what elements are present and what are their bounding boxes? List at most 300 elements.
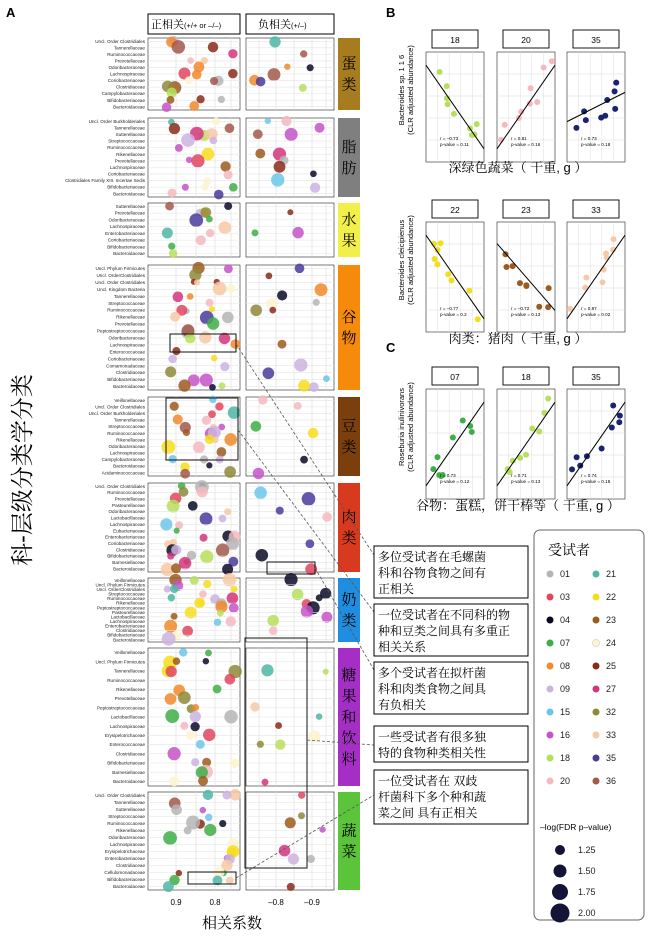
scatter-x-label: 深绿色蔬菜（ 干重, g ）	[448, 160, 588, 175]
legend-label: 20	[560, 776, 571, 786]
sample-point	[437, 69, 443, 75]
group-panel-pos	[148, 792, 240, 890]
sample-point	[451, 111, 457, 117]
family-label: Ruminococcaceae	[107, 596, 145, 602]
family-label: Rikenellaceae	[116, 687, 145, 692]
sample-point	[534, 99, 540, 105]
sample-point	[611, 236, 617, 242]
correlation-dot	[218, 96, 225, 103]
correlation-dot	[254, 486, 267, 499]
legend-label: 23	[606, 615, 617, 625]
correlation-dot	[267, 615, 279, 627]
food-group-1	[65, 116, 360, 199]
correlation-dot	[294, 402, 302, 410]
family-label: Clostridiaceae	[115, 751, 145, 757]
facet-label: 20	[521, 35, 531, 45]
food-group-tab	[338, 265, 360, 390]
facet-label: 35	[591, 372, 601, 382]
food-group-label: 肉类	[341, 509, 357, 547]
correlation-dot	[166, 666, 177, 677]
legend-label: 01	[560, 569, 571, 579]
family-label: Prevotellaceae	[114, 58, 145, 64]
correlation-dot	[295, 263, 305, 273]
correlation-dot	[169, 249, 177, 257]
food-group-tab	[338, 578, 360, 642]
correlation-dot	[217, 447, 227, 457]
food-group-3	[95, 262, 360, 392]
correlation-dot	[205, 435, 215, 445]
correlation-dot	[224, 674, 235, 685]
correlation-dot	[196, 740, 205, 749]
correlation-dot	[287, 883, 295, 891]
correlation-dot	[184, 827, 192, 835]
correlation-dot	[183, 429, 190, 436]
stat-r: r = 0.73	[581, 136, 597, 141]
correlation-dot	[203, 729, 215, 741]
family-label: Enterococcaceae	[109, 742, 145, 748]
family-label: Bacteroidaceae	[113, 637, 145, 643]
scatter-row-1	[397, 200, 625, 346]
scatter-x-label: 谷物：蛋糕，饼干棒等（ 干重, g ）	[416, 498, 620, 513]
correlation-dot	[194, 279, 200, 285]
sample-point	[599, 446, 605, 452]
legend-swatch	[593, 571, 600, 578]
facet-18	[497, 367, 555, 499]
correlation-dot	[162, 632, 176, 646]
legend-swatch	[547, 755, 554, 762]
family-label: Coriobacteriaceae	[107, 78, 145, 84]
family-label: Tannerellaceae	[113, 125, 145, 131]
x-tick-pos-2: 0.8	[209, 898, 221, 907]
family-label: Lactobacillaceae	[110, 714, 145, 720]
sample-point	[536, 428, 542, 434]
correlation-dot	[213, 685, 222, 694]
correlation-dot	[173, 657, 181, 665]
correlation-dot	[224, 264, 233, 273]
correlation-dot	[216, 544, 229, 557]
legend-label: 03	[560, 592, 571, 602]
family-label: Odoribacteraceae	[108, 335, 145, 341]
sample-point	[523, 452, 529, 458]
stat-p: p-value = 0.13	[511, 479, 541, 484]
family-label: Bifidobacteriaceae	[107, 244, 145, 250]
family-label: Enterobacteriaceae	[105, 230, 145, 236]
sample-point	[449, 277, 455, 283]
annotation-4	[374, 726, 528, 762]
family-label: Bacteroidaceae	[113, 884, 145, 890]
facet-33	[567, 200, 625, 332]
stat-p: p-value = 0.18	[581, 479, 611, 484]
family-label: Bacteroidaceae	[113, 251, 145, 257]
sample-point	[517, 280, 523, 286]
legend-size-label: 1.50	[578, 866, 596, 876]
family-label: Bifidobacteriaceae	[107, 877, 145, 883]
correlation-dot	[276, 507, 284, 515]
legend-box	[534, 530, 644, 920]
legend-label: 15	[560, 707, 571, 717]
correlation-dot	[265, 118, 271, 124]
correlation-dot	[198, 776, 208, 786]
legend-size-dot	[551, 904, 570, 923]
legend-swatch	[593, 686, 600, 693]
family-label: Tannerellaceae	[113, 668, 145, 674]
facet-07	[426, 367, 484, 499]
correlation-dot	[285, 128, 298, 141]
correlation-dot	[188, 501, 198, 511]
family-label: Campylobacteraceae	[101, 457, 145, 463]
legend-size-label: 1.25	[578, 845, 596, 855]
correlation-dot	[315, 283, 328, 296]
legend-size-dot	[555, 845, 565, 855]
food-group-label: 水果	[341, 211, 357, 250]
family-label: Clostridiaceae	[115, 628, 145, 634]
sample-point	[569, 466, 575, 472]
legend-label: 08	[560, 661, 571, 671]
stat-p: p-value = 0.12	[440, 479, 470, 484]
sample-point	[523, 282, 529, 288]
family-label: Uncl. Order Burkholderiales	[88, 411, 145, 417]
scatter-row-2	[397, 367, 625, 514]
correlation-dot	[205, 814, 212, 821]
sample-point	[504, 264, 510, 270]
family-label: Odoribacteraceae	[108, 217, 145, 223]
food-group-4	[89, 395, 360, 479]
legend-label: 32	[606, 707, 617, 717]
family-label: Tannerellaceae	[113, 417, 145, 423]
sample-point	[444, 83, 450, 89]
correlation-dot	[169, 776, 179, 786]
facet-label: 23	[521, 205, 531, 215]
legend-swatch	[547, 594, 554, 601]
family-label: Uncl. OrderClostridiales	[96, 273, 145, 279]
legend-size-title: –log(FDR p–value)	[540, 822, 612, 832]
family-label: Ruminococcaceae	[107, 145, 145, 151]
legend-swatch	[593, 594, 600, 601]
facet-label: 18	[521, 372, 531, 382]
facet-20	[497, 30, 555, 162]
correlation-dot	[204, 824, 216, 836]
correlation-dot	[220, 161, 230, 171]
correlation-dot	[171, 563, 181, 573]
correlation-dot	[285, 817, 296, 828]
legend-swatch	[547, 663, 554, 670]
correlation-dot	[222, 564, 233, 575]
family-label: Tannerellaceae	[113, 293, 145, 299]
correlation-dot	[219, 382, 226, 389]
correlation-dot	[208, 42, 218, 52]
facet-label: 07	[450, 372, 460, 382]
correlation-dot	[185, 333, 195, 343]
food-group-tab	[338, 792, 360, 890]
correlation-dot	[180, 722, 188, 730]
legend-swatch	[547, 686, 554, 693]
sample-point	[474, 121, 480, 127]
stat-r: r = 0.87	[581, 306, 597, 311]
scatter-y-label: Bacteroides cleicipienus(CLR adjusted abundance)	[397, 215, 415, 305]
correlation-dot	[315, 123, 325, 133]
family-label: Streptococcaceae	[108, 300, 145, 306]
family-label: Uncl. Order Clostridiales	[95, 404, 145, 410]
correlation-dot	[189, 101, 199, 111]
family-label: Lachnospiraceae	[110, 619, 145, 625]
legend-title: 受试者	[548, 542, 590, 558]
family-label: Uncl. Order Clostridiales	[95, 38, 145, 44]
correlation-dot	[224, 433, 237, 446]
family-label: Clostridiaceae	[115, 863, 145, 869]
family-label: Lactobacillaceae	[110, 515, 145, 521]
family-label: Lachnospiraceae	[110, 164, 145, 170]
family-label: Lachnospiraceae	[110, 71, 145, 77]
legend-label: 09	[560, 684, 571, 694]
correlation-dot	[181, 133, 195, 147]
correlation-dot	[203, 658, 209, 664]
family-label: Rikenellaceae	[116, 314, 145, 320]
correlation-dot	[278, 340, 287, 349]
family-label: Streptococcaceae	[108, 138, 145, 144]
family-label: Prevotellaceae	[114, 321, 145, 327]
scatter-row-0	[397, 30, 625, 175]
family-label: Coriobacteriaceae	[107, 171, 145, 177]
correlation-dot	[316, 594, 323, 601]
correlation-dot	[292, 227, 303, 238]
family-label: Bifidobacteriaceae	[107, 760, 145, 766]
family-label: Prevotellaceae	[114, 496, 145, 502]
family-label: Veillonellaceae	[114, 650, 145, 656]
correlation-dot	[322, 512, 332, 522]
correlation-dot	[269, 36, 280, 47]
food-group-7	[95, 648, 360, 786]
stat-p: p-value = 0.11	[440, 142, 469, 147]
family-label: Streptococcaceae	[108, 424, 145, 430]
legend-swatch	[547, 571, 554, 578]
food-group-tab	[338, 397, 360, 476]
correlation-dot	[202, 416, 211, 425]
correlation-dot	[307, 64, 314, 71]
family-label: Peptostreptococcaceae	[96, 328, 145, 334]
family-label: Uncl. Order Clostridiales	[95, 279, 145, 285]
sample-point	[574, 454, 580, 460]
sample-point	[549, 58, 555, 64]
legend-swatch	[593, 778, 600, 785]
family-label: Lachnospiraceae	[110, 450, 145, 456]
correlation-dot	[226, 616, 236, 626]
sample-point	[616, 419, 622, 425]
correlation-dot	[191, 154, 204, 167]
sample-point	[432, 256, 438, 262]
correlation-dot	[308, 428, 319, 439]
correlation-dot	[265, 272, 272, 279]
family-label: Clostridiaceae	[115, 547, 145, 553]
family-label: Uncl. Phylum Firmicutes	[95, 582, 145, 588]
food-group-tab	[338, 483, 360, 572]
correlation-dot	[310, 183, 320, 193]
family-label: Prevotellaceae	[114, 696, 145, 702]
correlation-dot	[323, 669, 329, 675]
correlation-dot	[228, 69, 238, 79]
legend-size-dot	[552, 884, 568, 900]
legend-swatch	[547, 617, 554, 624]
correlation-dot	[171, 613, 178, 620]
correlation-dot	[275, 722, 282, 729]
correlation-dot	[205, 649, 212, 656]
sample-point	[430, 466, 436, 472]
correlation-dot	[194, 598, 205, 609]
correlation-dot	[167, 552, 174, 559]
family-label: Lactobacillaceae	[110, 614, 145, 620]
family-label: Lachnospiraceae	[110, 521, 145, 527]
correlation-dot	[300, 50, 307, 57]
correlation-dot	[200, 534, 208, 542]
correlation-dot	[189, 269, 201, 281]
family-label: Peptostreptococcaceae	[96, 605, 145, 611]
correlation-dot	[219, 820, 226, 827]
correlation-dot	[203, 790, 213, 800]
correlation-dot	[274, 161, 286, 173]
annotation-text: 多位受试者在毛螺菌科和谷物食物之间有正相关	[378, 550, 487, 596]
correlation-dot	[253, 129, 263, 139]
annotation-2	[374, 604, 528, 656]
family-label: Odoribacteraceae	[108, 65, 145, 71]
correlation-dot	[168, 355, 177, 364]
correlation-dot	[179, 648, 187, 656]
annotation-3	[374, 662, 528, 714]
correlation-dot	[207, 317, 219, 329]
food-group-label: 奶类	[341, 591, 357, 630]
correlation-dot	[182, 184, 189, 191]
sample-point	[475, 316, 481, 322]
sample-point	[612, 106, 618, 112]
sample-point	[573, 125, 579, 131]
annotation-text: 一些受试者有很多独特的食物种类相关性	[378, 730, 487, 760]
sample-point	[536, 304, 542, 310]
correlation-dot	[206, 462, 212, 468]
correlation-dot	[277, 290, 287, 300]
legend-label: 04	[560, 615, 571, 625]
family-label: Barnesiellaceae	[112, 560, 145, 566]
family-label: Rikenellaceae	[116, 151, 145, 157]
food-group-label: 蛋类	[341, 55, 357, 94]
correlation-dot	[298, 380, 310, 392]
family-label: Uncl. Order Burkholderiales	[88, 118, 145, 124]
correlation-dot	[168, 594, 175, 601]
correlation-dot	[321, 612, 332, 623]
correlation-dot	[301, 605, 313, 617]
food-group-8	[95, 789, 360, 892]
family-label: Pasteurellaceae	[112, 609, 145, 615]
stat-r: r = –0.72	[511, 306, 530, 311]
scatter-y-label: Bacteroides sp. 1 1 6(CLR adjusted abundance)	[397, 45, 415, 135]
correlation-dot	[219, 515, 227, 523]
family-label: Bifidobacteriaceae	[107, 184, 145, 190]
food-group-tab	[338, 118, 360, 197]
correlation-dot	[199, 590, 207, 598]
stat-p: p-value = 0.18	[581, 142, 611, 147]
correlation-dot	[168, 188, 177, 197]
correlation-dot	[284, 63, 290, 69]
correlation-dot	[214, 619, 222, 627]
correlation-dot	[172, 347, 180, 355]
correlation-dot	[323, 375, 330, 382]
family-label: Bacteroidaceae	[113, 384, 145, 390]
legend-label: 07	[560, 638, 571, 648]
correlation-dot	[319, 827, 325, 833]
family-label: Clostridiaceae	[115, 84, 145, 90]
correlation-dot	[169, 455, 177, 463]
family-label: Streptococcaceae	[108, 591, 145, 597]
legend-swatch	[593, 640, 600, 647]
correlation-dot	[310, 170, 317, 177]
stat-r: r = 0.73	[440, 473, 456, 478]
facet-label: 18	[450, 35, 460, 45]
correlation-dot	[185, 76, 193, 84]
correlation-dot	[190, 722, 199, 731]
correlation-dot	[209, 384, 216, 391]
header-positive: 正相关(+/+ or –/–)	[151, 19, 222, 31]
correlation-dot	[201, 184, 208, 191]
facet-23	[497, 200, 555, 332]
correlation-dot	[261, 664, 273, 676]
family-label: Bacteroidaceae	[113, 104, 145, 110]
family-label: Bacteroidaceae	[113, 566, 145, 572]
family-label: Bacteroidaceae	[113, 463, 145, 469]
annotation-text: 多个受试者在拟杆菌科和肉类食物之间具有负相关	[378, 666, 487, 712]
correlation-dot	[190, 576, 199, 585]
stat-r: r = 0.71	[511, 473, 527, 478]
sample-point	[434, 454, 440, 460]
correlation-dot	[298, 812, 305, 819]
correlation-dot	[268, 68, 281, 81]
panel-label-a: A	[6, 5, 16, 20]
stat-p: p-value = 0.2	[440, 312, 467, 317]
family-label: Coriobacteriaceae	[107, 356, 145, 362]
correlation-dot	[212, 117, 220, 125]
correlation-dot	[271, 173, 284, 186]
correlation-dot	[171, 804, 182, 815]
family-label: Sutterellaceae	[115, 132, 145, 138]
correlation-dot	[298, 792, 305, 799]
family-label: Ruminococcaceae	[107, 490, 145, 496]
correlation-dot	[162, 228, 173, 239]
correlation-dot	[199, 331, 211, 343]
annotation-5	[374, 770, 528, 824]
family-label: Erysipelotrichaceae	[104, 849, 145, 855]
correlation-dot	[224, 170, 233, 179]
correlation-dot	[168, 747, 181, 760]
correlation-dot	[316, 713, 323, 720]
sample-point	[438, 240, 444, 246]
correlation-dot	[168, 243, 175, 250]
family-label: Peptostreptococcaceae	[96, 705, 145, 711]
food-group-0	[95, 36, 360, 112]
family-label: Uncl. Order Clostridiales	[95, 793, 145, 799]
sample-point	[541, 64, 547, 70]
correlation-dot	[167, 500, 180, 513]
correlation-dot	[215, 402, 223, 410]
family-label: Rikenellaceae	[116, 828, 145, 834]
facet-label: 22	[450, 205, 460, 215]
stat-r: r = –0.73	[440, 136, 459, 141]
sample-point	[583, 117, 589, 123]
correlation-dot	[252, 229, 259, 236]
legend-label: 24	[606, 638, 617, 648]
correlation-dot	[256, 77, 266, 87]
correlation-dot	[210, 137, 218, 145]
correlation-dot	[165, 693, 177, 705]
family-label: Lachnospiraceae	[110, 224, 145, 230]
correlation-dot	[302, 492, 316, 506]
correlation-dot	[175, 144, 183, 152]
correlation-dot	[192, 704, 199, 711]
